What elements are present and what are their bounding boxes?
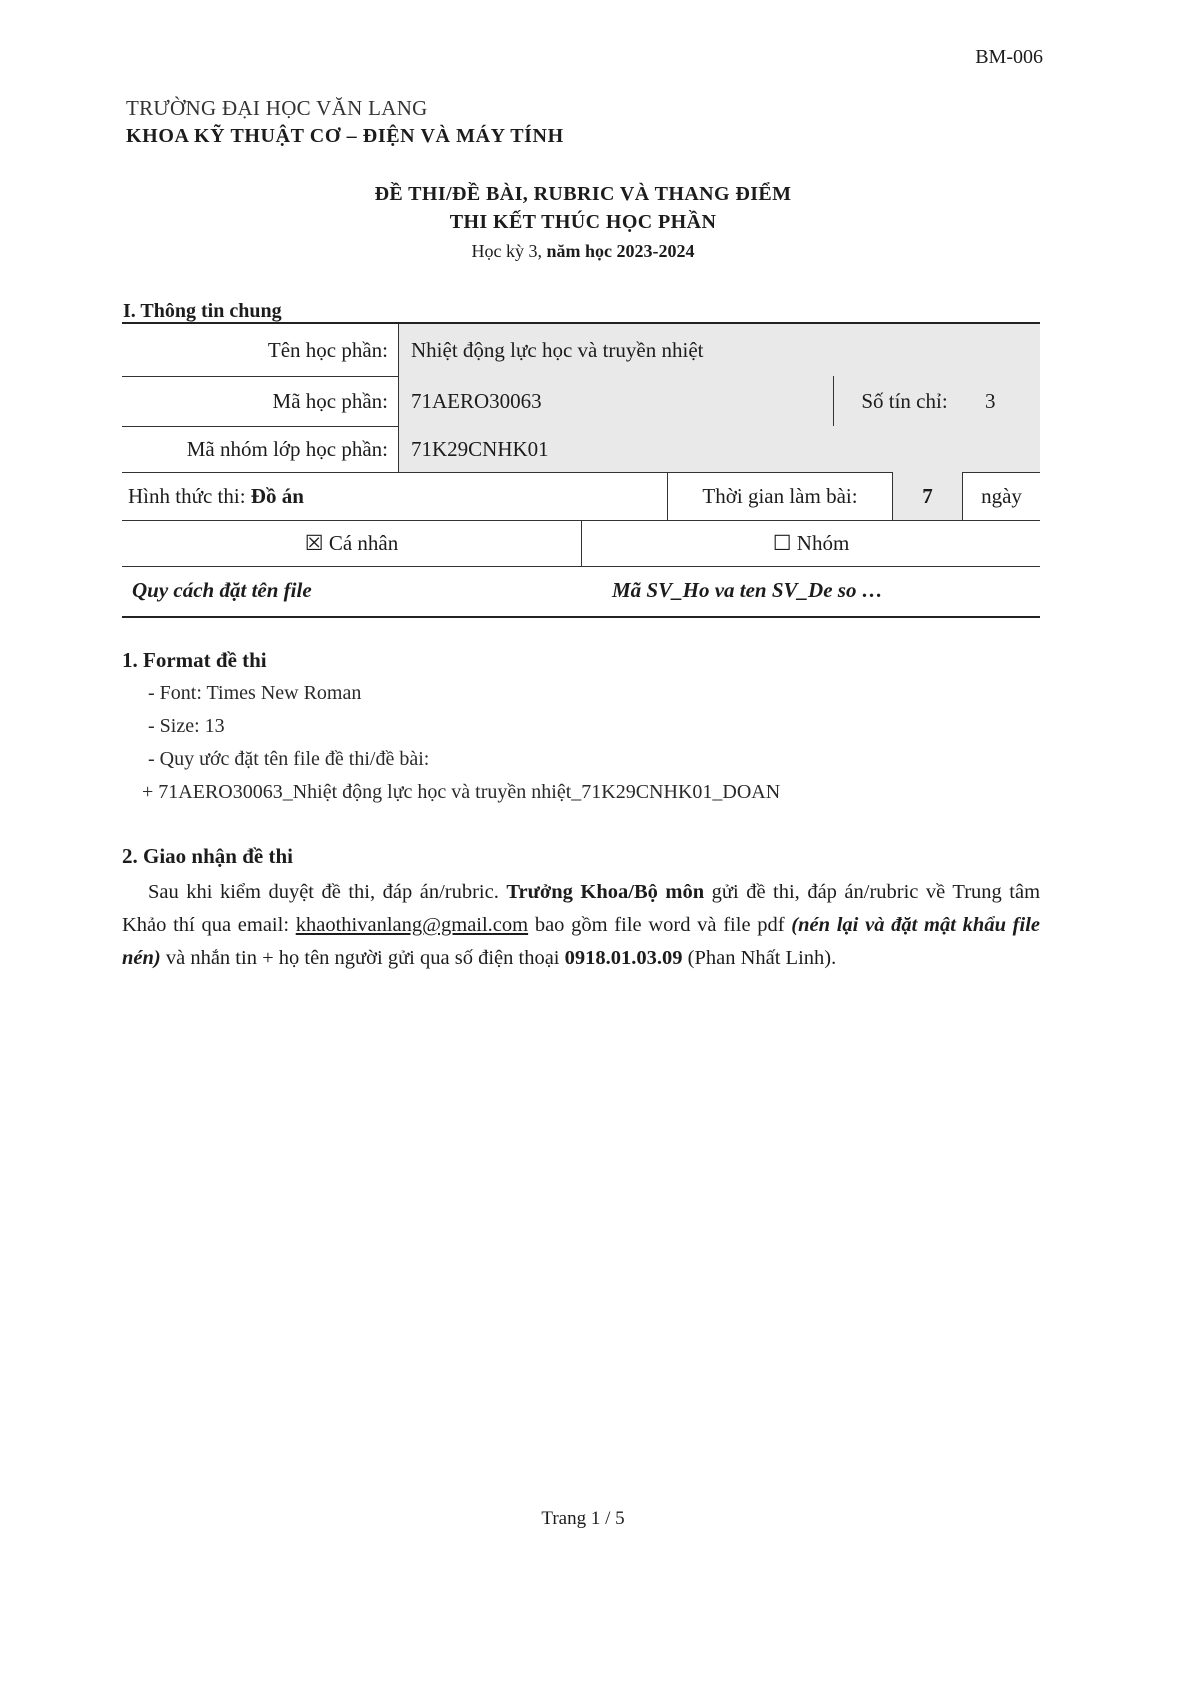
class-group-value: 71K29CNHK01	[398, 426, 1040, 472]
group-option: ☐ Nhóm	[581, 520, 1040, 566]
delivery-compression-note: (nén lại và đặt mật khẩu file nén)	[122, 914, 1040, 969]
duration-value: 7	[892, 472, 962, 520]
document-title: ĐỀ THI/ĐỀ BÀI, RUBRIC VÀ THANG ĐIỂM	[374, 183, 792, 205]
table-row	[122, 566, 1040, 614]
university-name: TRƯỜNG ĐẠI HỌC VĂN LANG	[126, 96, 428, 120]
exam-form-label: Hình thức thi:	[128, 483, 246, 508]
format-item-naming-rule: - Quy ước đặt tên file đề thi/đề bài:	[148, 748, 430, 770]
course-code-value: 71AERO30063	[398, 376, 833, 426]
delivery-text-5: (Phan Nhất Linh).	[682, 947, 837, 969]
format-item-font: - Font: Times New Roman	[148, 682, 362, 704]
duration-label: Thời gian làm bài:	[667, 472, 892, 520]
document-subtitle: THI KẾT THÚC HỌC PHẦN	[449, 211, 717, 233]
delivery-text-3: bao gồm file word và file pdf	[528, 914, 792, 936]
delivery-email-link[interactable]: khaothivanlang@gmail.com	[295, 914, 529, 936]
exam-form-cell	[122, 472, 667, 520]
credits-label: Số tín chỉ:	[833, 376, 975, 426]
file-naming-label: Quy cách đặt tên file	[132, 577, 312, 602]
delivery-phone: 0918.01.03.09	[564, 947, 683, 969]
individual-option: ☒ Cá nhân	[304, 530, 399, 555]
class-group-label: Mã nhóm lớp học phần:	[186, 436, 388, 461]
table-row	[122, 472, 1040, 521]
exam-form-value: Đồ án	[250, 483, 304, 508]
delivery-heading: 2. Giao nhận đề thi	[122, 844, 293, 868]
delivery-responsible: Trưởng Khoa/Bộ môn	[506, 881, 705, 903]
form-code: BM-006	[975, 46, 1043, 68]
table-row	[122, 376, 1040, 427]
general-info-table	[122, 322, 1040, 618]
delivery-text-2: gửi đề thi, đáp án/rubric về Trung tâm Khảo thí qua email:	[122, 881, 1041, 936]
course-name-value: Nhiệt động lực học và truyền nhiệt	[398, 324, 1040, 376]
duration-unit: ngày	[962, 472, 1040, 520]
semester-prefix: Học kỳ 3,	[471, 241, 547, 261]
delivery-text-1: Sau khi kiểm duyệt đề thi, đáp án/rubric.	[148, 881, 507, 903]
format-item-filename: + 71AERO30063_Nhiệt động lực học và truyền nhiệt_71K29CNHK01_DOAN	[142, 781, 781, 803]
file-naming-value: Mã SV_Ho va ten SV_De so …	[612, 577, 883, 602]
table-row	[122, 426, 1040, 473]
delivery-text-4: và nhắn tin + họ tên người gửi qua số điện thoại	[160, 947, 565, 969]
format-item-size: - Size: 13	[148, 715, 225, 737]
credits-value: 3	[975, 376, 1040, 426]
academic-year: năm học 2023-2024	[546, 241, 695, 261]
course-name-label: Tên học phần:	[267, 337, 388, 362]
course-code-label: Mã học phần:	[272, 388, 388, 413]
table-row	[122, 324, 1040, 377]
format-heading: 1. Format đề thi	[122, 648, 267, 672]
page-number: Trang 1 / 5	[541, 1508, 625, 1529]
delivery-paragraph	[122, 876, 1040, 975]
general-info-heading: I. Thông tin chung	[123, 300, 282, 322]
table-row	[122, 520, 1040, 567]
faculty-name: KHOA KỸ THUẬT CƠ – ĐIỆN VÀ MÁY TÍNH	[126, 125, 564, 147]
semester-line	[0, 241, 1166, 262]
